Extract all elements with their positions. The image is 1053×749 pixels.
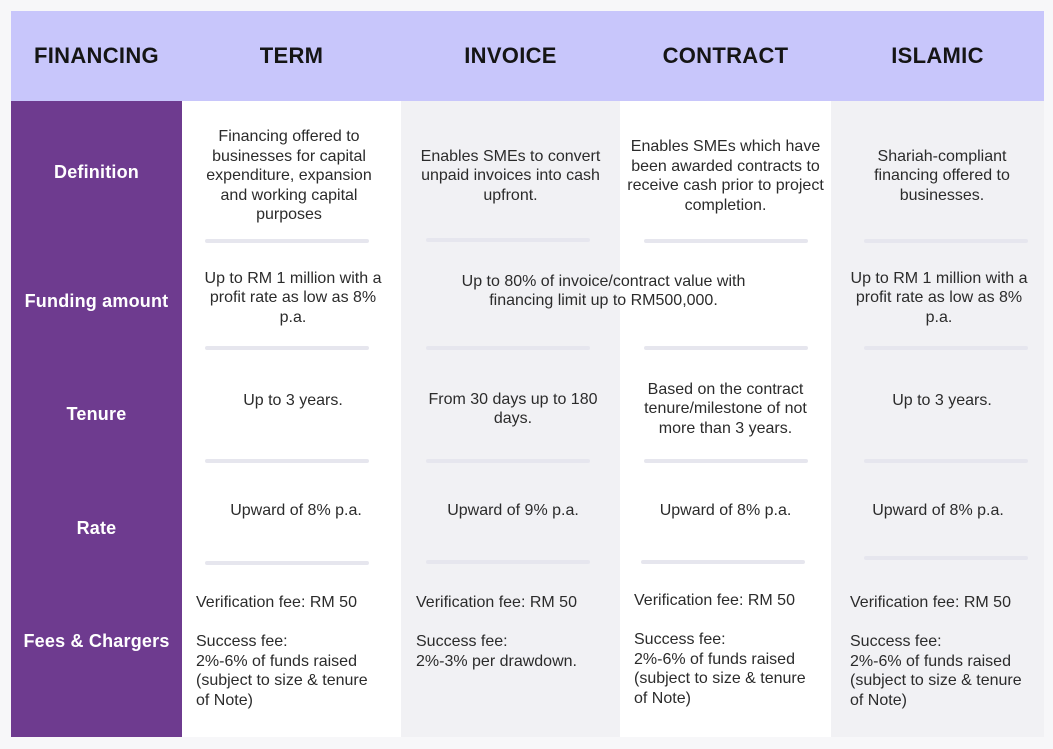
term-verification-fee: Verification fee: RM 50 [196, 594, 357, 611]
invoice-success-fee-value: 2%-3% per drawdown. [416, 652, 577, 670]
divider [426, 459, 590, 463]
contract-tenure: Based on the contract tenure/milestone of not more than 3 years. [644, 380, 807, 437]
table-header [11, 11, 1044, 101]
row-label-fees: Fees & Chargers [23, 631, 170, 651]
divider [641, 560, 805, 564]
divider [205, 459, 369, 463]
contract-fees [634, 591, 824, 708]
term-success-fee-label: Success fee: [196, 633, 288, 650]
islamic-success-fee-value: 2%-6% of funds raised (subject to size & tenure of Note) [850, 652, 1022, 709]
divider [644, 346, 808, 350]
contract-success-fee-label: Success fee: [634, 631, 726, 648]
islamic-definition: Shariah-compliant financing offered to businesses. [874, 147, 1010, 204]
divider [426, 560, 590, 564]
header-financing: FINANCING [34, 43, 159, 68]
divider [864, 459, 1028, 463]
term-definition: Financing offered to businesses for capital expenditure, expansion and working capital purposes [206, 128, 372, 224]
header-contract: CONTRACT [662, 43, 789, 68]
islamic-funding: Up to RM 1 million with a profit rate as low as 8% p.a. [850, 269, 1028, 326]
row-label-definition: Definition [54, 162, 139, 182]
invoice-verification-fee: Verification fee: RM 50 [416, 594, 577, 611]
divider [864, 346, 1028, 350]
invoice-fees [416, 593, 616, 671]
divider [864, 239, 1028, 243]
invoice-tenure: From 30 days up to 180 days. [428, 390, 598, 427]
divider [205, 561, 369, 565]
contract-rate: Upward of 8% p.a. [659, 502, 792, 520]
row-label-tenure: Tenure [66, 404, 127, 424]
invoice-definition: Enables SMEs to convert unpaid invoices into cash upfront. [420, 147, 601, 204]
row-label-column [11, 101, 182, 737]
invoice-rate: Upward of 9% p.a. [447, 502, 579, 520]
divider [644, 239, 808, 243]
row-label-rate: Rate [76, 518, 117, 538]
financing-comparison-table [11, 11, 1044, 737]
divider [644, 459, 808, 463]
islamic-rate: Upward of 8% p.a. [872, 502, 1004, 520]
divider [205, 346, 369, 350]
term-fees [196, 593, 396, 710]
contract-definition: Enables SMEs which have been awarded contracts to receive cash prior to project completion. [627, 138, 824, 214]
row-label-funding-amount: Funding amount [24, 291, 169, 311]
islamic-success-fee-label: Success fee: [850, 633, 942, 650]
header-term: TERM [259, 43, 324, 68]
term-rate: Upward of 8% p.a. [230, 502, 362, 520]
divider [864, 556, 1028, 560]
divider [426, 346, 590, 350]
islamic-verification-fee: Verification fee: RM 50 [850, 594, 1011, 611]
contract-verification-fee: Verification fee: RM 50 [634, 592, 795, 609]
term-funding: Up to RM 1 million with a profit rate as low as 8% p.a. [204, 269, 382, 326]
header-islamic: ISLAMIC [891, 43, 984, 68]
contract-success-fee-value: 2%-6% of funds raised (subject to size & tenure of Note) [634, 650, 806, 707]
divider [426, 238, 590, 242]
header-invoice: INVOICE [464, 43, 557, 68]
term-tenure: Up to 3 years. [243, 392, 343, 410]
islamic-fees [850, 593, 1040, 710]
invoice-contract-funding: Up to 80% of invoice/contract value with financing limit up to RM500,000. [461, 272, 746, 309]
invoice-success-fee-label: Success fee: [416, 633, 508, 650]
divider [205, 239, 369, 243]
islamic-tenure: Up to 3 years. [892, 392, 992, 410]
term-success-fee-value: 2%-6% of funds raised (subject to size & tenure of Note) [196, 652, 368, 709]
